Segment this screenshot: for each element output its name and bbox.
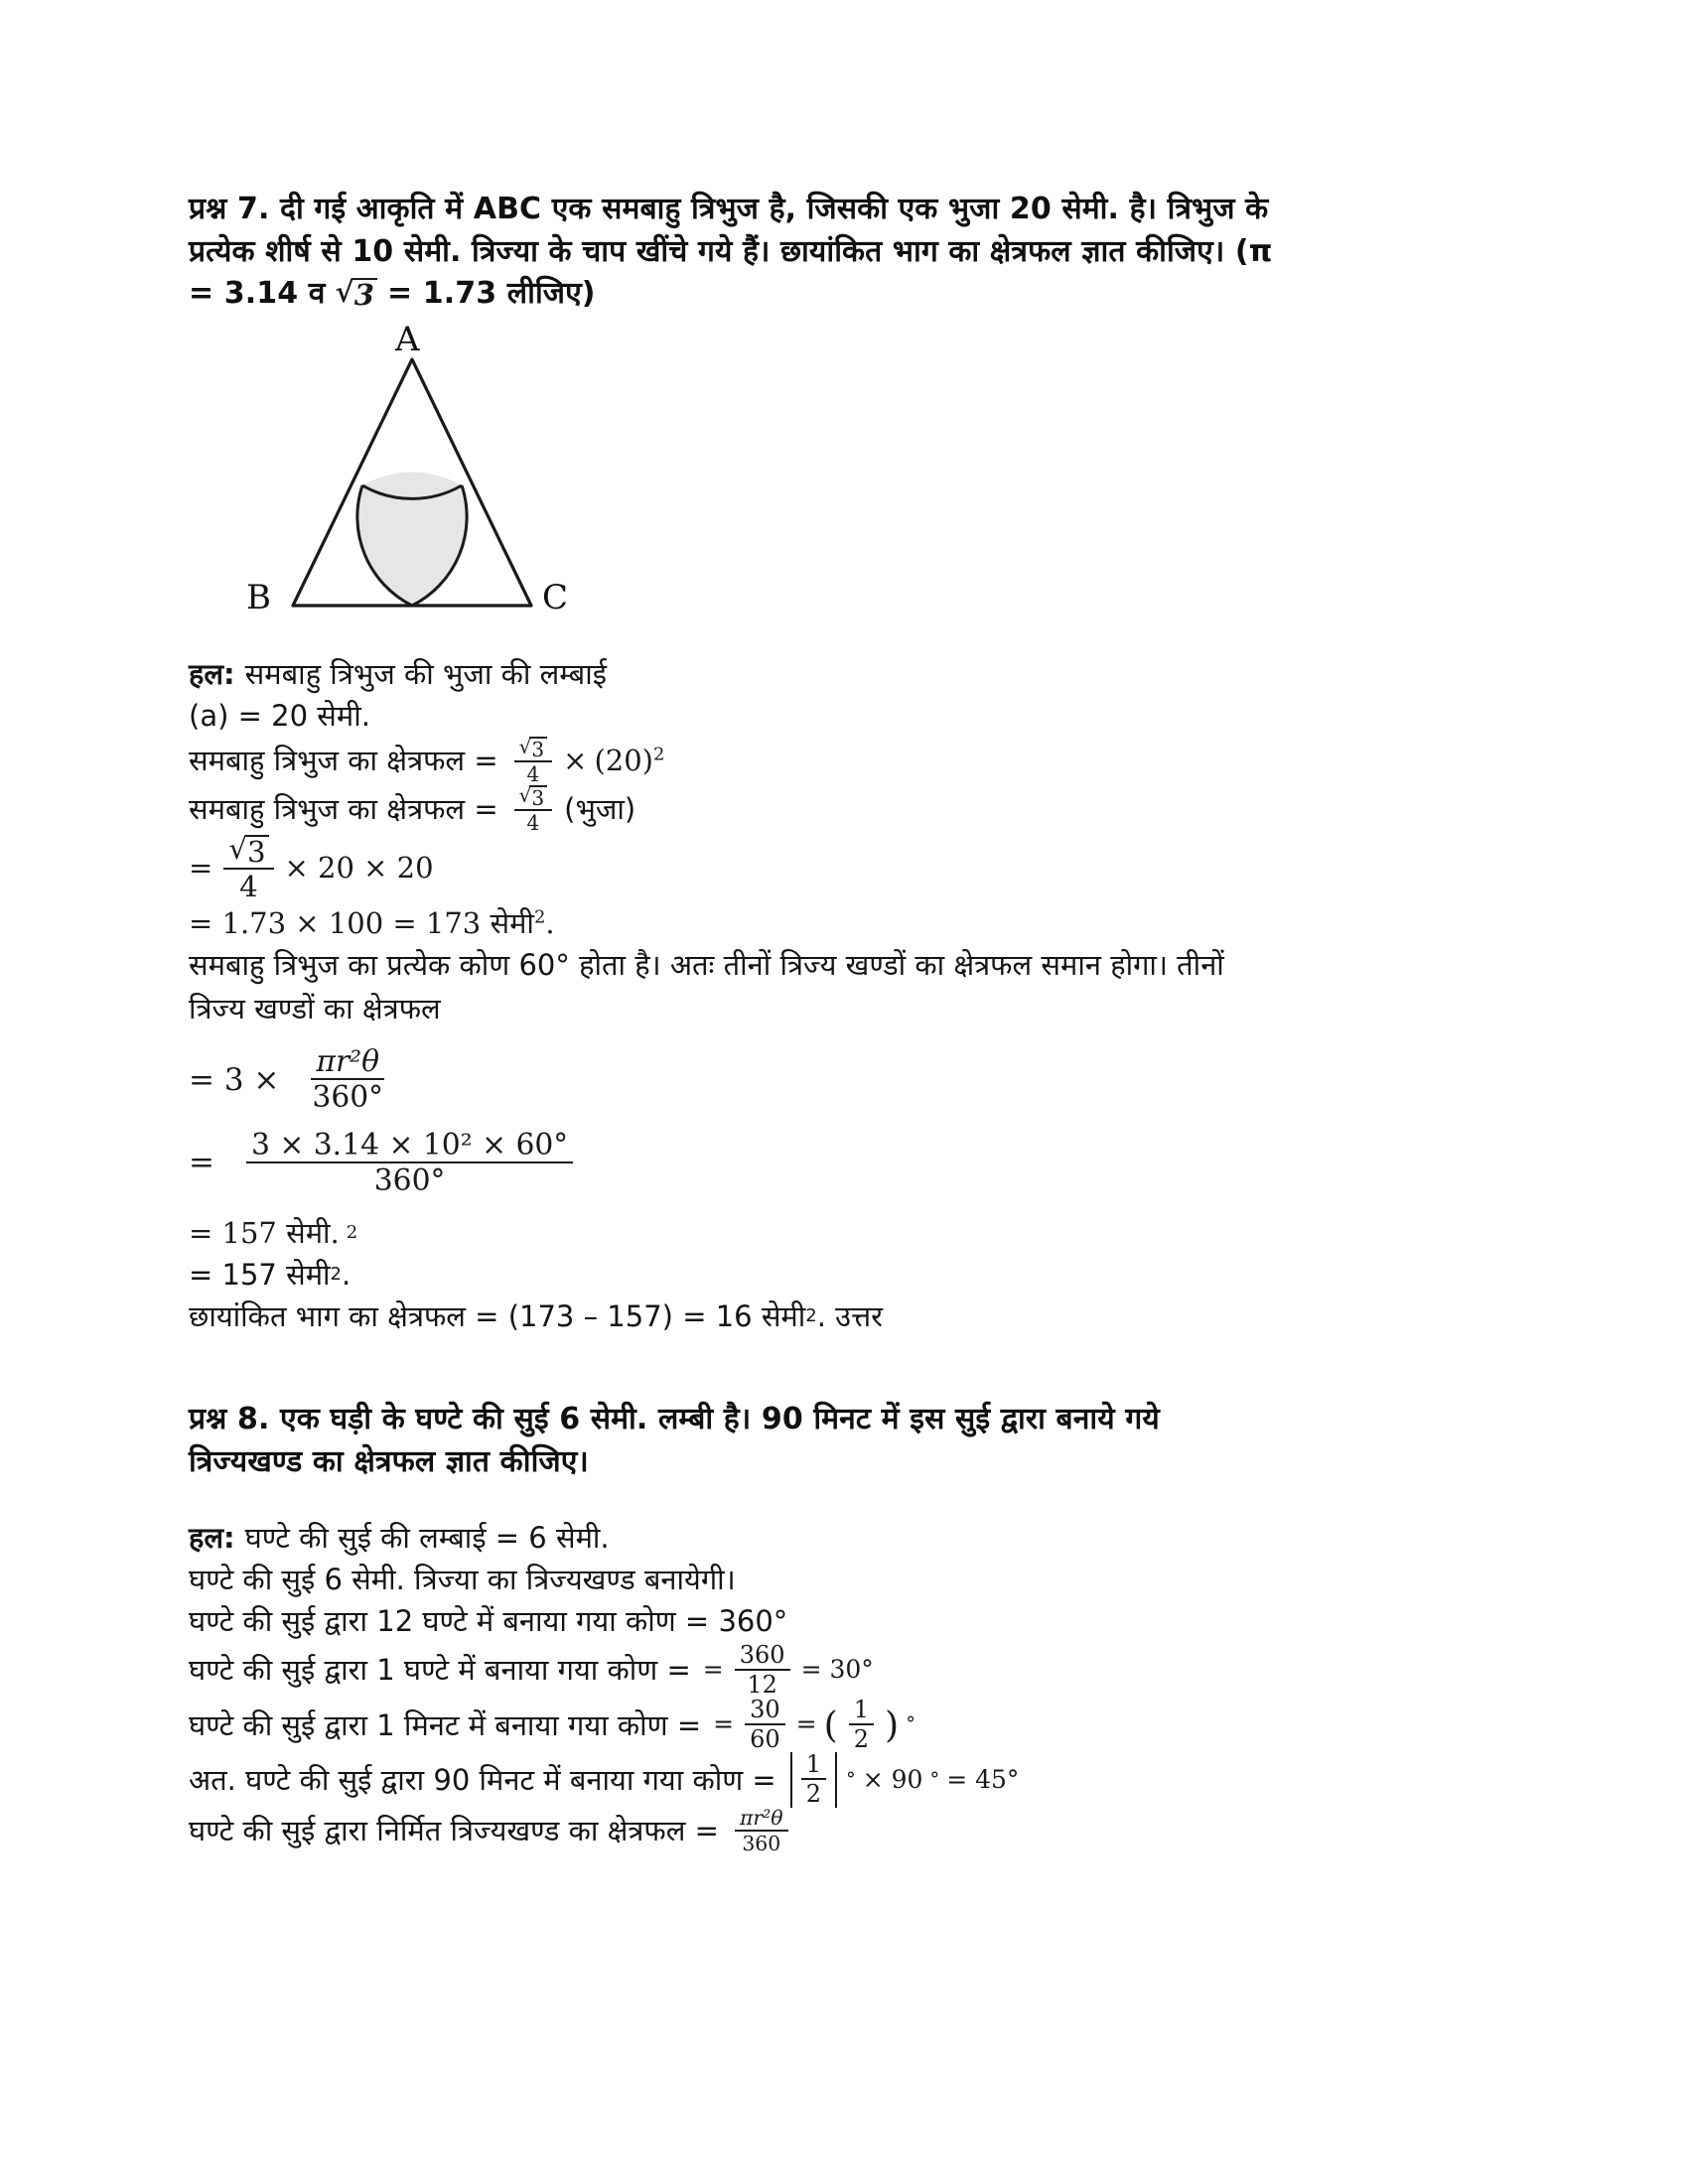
q7-area-formula-1-text: समबाहु त्रिभुज का क्षेत्रफल = [189,744,498,778]
angle-90-degree-1: ° [846,1767,856,1791]
q8-solution-line-1-text: घण्टे की सुई की लम्बाई = 6 सेमी. [244,1521,610,1556]
page-content [189,189,1529,1854]
q8-angle-90-minutes-line [189,1752,1529,1807]
angle-90-times: × 90 [862,1764,923,1794]
angle-1-minute-numerator: 30 [745,1698,785,1725]
right-paren-icon: ) [885,1704,900,1747]
q7-area-formula-2-math: √ 3 4 [510,785,557,834]
q8-sector-area-line [189,1805,1529,1856]
q7-sector-result-1-math [189,1212,357,1254]
final-answer-exponent: 2 [805,1305,817,1327]
sector-sub-equals: = [189,1145,214,1181]
angle-1-minute-denominator: 60 [750,1725,780,1754]
sector-sub-numerator: 3 × 3.14 × 10² × 60° [246,1130,573,1163]
area-result-exponent: 2 [533,906,546,928]
q7-side-length-line: (a) = 20 सेमी. [189,698,370,733]
q7-area-formula-line-2 [189,782,1529,836]
q7-sector-result-line-1 [189,1212,1529,1254]
angle-1-hour-denominator: 12 [747,1670,777,1699]
left-paren-icon: ( [823,1704,838,1747]
area-result-dot: . [545,905,555,940]
angle-90-frac-num: 1 [801,1752,826,1780]
sector-result-2-dot: . [341,1258,352,1293]
q7-area-result-math [189,902,555,944]
q7-area-formula-1-math: √ 3 4 × $(20)^2$ [510,737,665,785]
angle-1-hour-numerator: 360 [735,1643,790,1671]
area-formula-1-den: 4 [526,761,540,786]
q8-angle-1-hour-math [702,1640,874,1699]
area-formula-1-value: (20) [594,744,653,778]
angle-1-minute-frac-den: 2 [853,1725,870,1754]
sector-formula-lead: = 3 × [189,1061,280,1098]
question-7-heading-line-1: प्रश्न 7. दी गई आकृति में ABC एक समबाहु त्रिभुज है, जिसकी एक भुजा 20 सेमी. है। त्रिभुज के [189,192,1269,226]
angle-1-hour-equals: = [702,1655,724,1685]
q7-angle-explanation-line-2: त्रिज्य खण्डों का क्षेत्रफल [189,991,441,1025]
q8-sector-area-text: घण्टे की सुई द्वारा निर्मित त्रिज्यखण्ड का क्षेत्रफल = [189,1813,719,1847]
angle-90-degree-2: ° [929,1767,940,1791]
q7-area-formula-line-1 [189,734,1529,786]
vertex-label-a: A [395,319,420,359]
sector-result-1-text: = 157 सेमी. [189,1216,340,1251]
sector-result-1-exponent: 2 [346,1222,358,1244]
angle-1-minute-mid-equals: = [795,1709,817,1739]
solution-label: हल: [189,656,235,691]
q8-solution-label: हल: [189,1521,235,1556]
sqrt-three-value-text: = 1.73 लीजिए) [386,276,596,312]
q8-solution-line-1 [189,1517,1529,1559]
sector-result-2-text: = 157 सेमी [189,1258,331,1293]
area-sub-sqrt-num: 3 [245,835,269,867]
q7-solution-line-1-text: समबाहु त्रिभुज की भुजा की लम्बाई [244,656,607,691]
q7-solution-line-1 [189,653,1529,695]
sqrt-three-radicand: 3 [352,278,377,310]
sqrt-three-inline: √ 3 [336,278,377,310]
angle-1-minute-degree: ° [906,1712,915,1736]
q7-angle-explanation-line-1: समबाहु त्रिभुज का प्रत्येक कोण 60° होता है। अतः तीनों त्रिज्य खण्डों का क्षेत्रफल समान होगा। तीनों [189,948,1224,983]
question-7-heading-line-3 [189,273,1529,316]
q7-sector-substitution-line [189,1127,1529,1198]
q7-sector-substitution-math [189,1127,577,1198]
area-sub-den: 4 [239,870,258,904]
area-result-text: = 1.73 × 100 = 173 सेमी [189,905,534,940]
q7-area-substitution-line [189,834,1529,902]
q8-solution-line-2: घण्टे की सुई 6 सेमी. त्रिज्या का त्रिज्यखण्ड बनायेगी। [189,1563,736,1597]
area-formula-1-sqrt-num: 3 [529,737,547,759]
sector-sub-denominator: 360° [373,1162,446,1198]
final-answer-text: छायांकित भाग का क्षेत्रफल = (173 – 157) = 16 सेमी [189,1299,806,1334]
q7-area-formula-2-tail: (भुजा) [564,792,636,827]
area-sub-equals: = [189,850,213,885]
q8-angle-12-hours-line: घण्टे की सुई द्वारा 12 घण्टे में बनाया गया कोण = 360° [189,1604,788,1639]
q7-final-answer-line [189,1296,1529,1337]
vertex-label-c: C [542,577,569,617]
question-7-heading-line-2: प्रत्येक शीर्ष से 10 सेमी. त्रिज्या के चाप खींचे गये हैं। छायांकित भाग का क्षेत्रफल ज्ञात कीजिए। (π [189,233,1273,269]
question-8-heading [189,1399,1529,1483]
q8-angle-1-minute-math [713,1695,915,1754]
absolute-value-bars [790,1752,837,1807]
q7-sector-result-line-2 [189,1254,1529,1296]
area-formula-2-sqrt-num: 3 [529,785,547,808]
angle-90-result: = 45° [946,1764,1020,1794]
q7-area-result-line [189,902,1529,944]
area-formula-1-exponent: 2 [652,744,665,765]
q8-angle-1-hour-line [189,1640,1529,1699]
vertex-label-b: B [246,577,271,617]
question-7-heading [189,189,1529,316]
sector-formula-denominator: 360° [312,1080,384,1116]
area-formula-1-times: × [563,744,588,778]
q8-angle-1-hour-text: घण्टे की सुई द्वारा 1 घण्टे में बनाया गया कोण = [189,1653,691,1688]
angle-90-frac-den: 2 [805,1780,821,1809]
sector-formula-numerator: πr²θ [311,1046,384,1080]
angle-1-minute-equals: = [713,1709,735,1739]
q7-sector-formula-line [189,1046,1529,1114]
area-formula-2-den: 4 [526,811,540,836]
pi-value-text: = 3.14 व [189,276,326,312]
q8-sector-numerator: πr²θ [735,1808,788,1832]
angle-1-minute-frac-num: 1 [849,1698,874,1725]
q8-sector-area-math [731,1805,792,1856]
question-8-heading-line-1: प्रश्न 8. एक घड़ी के घण्टे की सुई 6 सेमी. लम्बी है। 90 मिनट में इस सुई द्वारा बनाये गये [189,1402,1160,1437]
q8-angle-1-minute-text: घण्टे की सुई द्वारा 1 मिनट में बनाया गया कोण = [189,1707,702,1742]
q8-sector-denominator: 360 [742,1832,781,1856]
q7-area-formula-2-text: समबाहु त्रिभुज का क्षेत्रफल = [189,792,498,827]
q7-sector-formula-math [189,1046,392,1114]
triangle-figure [209,319,606,619]
q8-angle-90-minutes-text: अत. घण्टे की सुई द्वारा 90 मिनट में बनाया गया कोण = [189,1762,776,1797]
question-8-heading-line-2: त्रिज्यखण्ड का क्षेत्रफल ज्ञात कीजिए। [189,1443,589,1479]
final-answer-tail: . उत्तर [816,1299,883,1334]
q8-angle-1-minute-line [189,1695,1529,1754]
area-sub-tail: × 20 × 20 [284,850,434,885]
angle-1-hour-result: = 30° [800,1655,874,1685]
sector-result-2-exponent: 2 [330,1264,342,1286]
q7-area-substitution-math: = √ 3 4 × 20 × 20 [189,832,434,904]
q8-angle-90-minutes-math [788,1752,1020,1807]
